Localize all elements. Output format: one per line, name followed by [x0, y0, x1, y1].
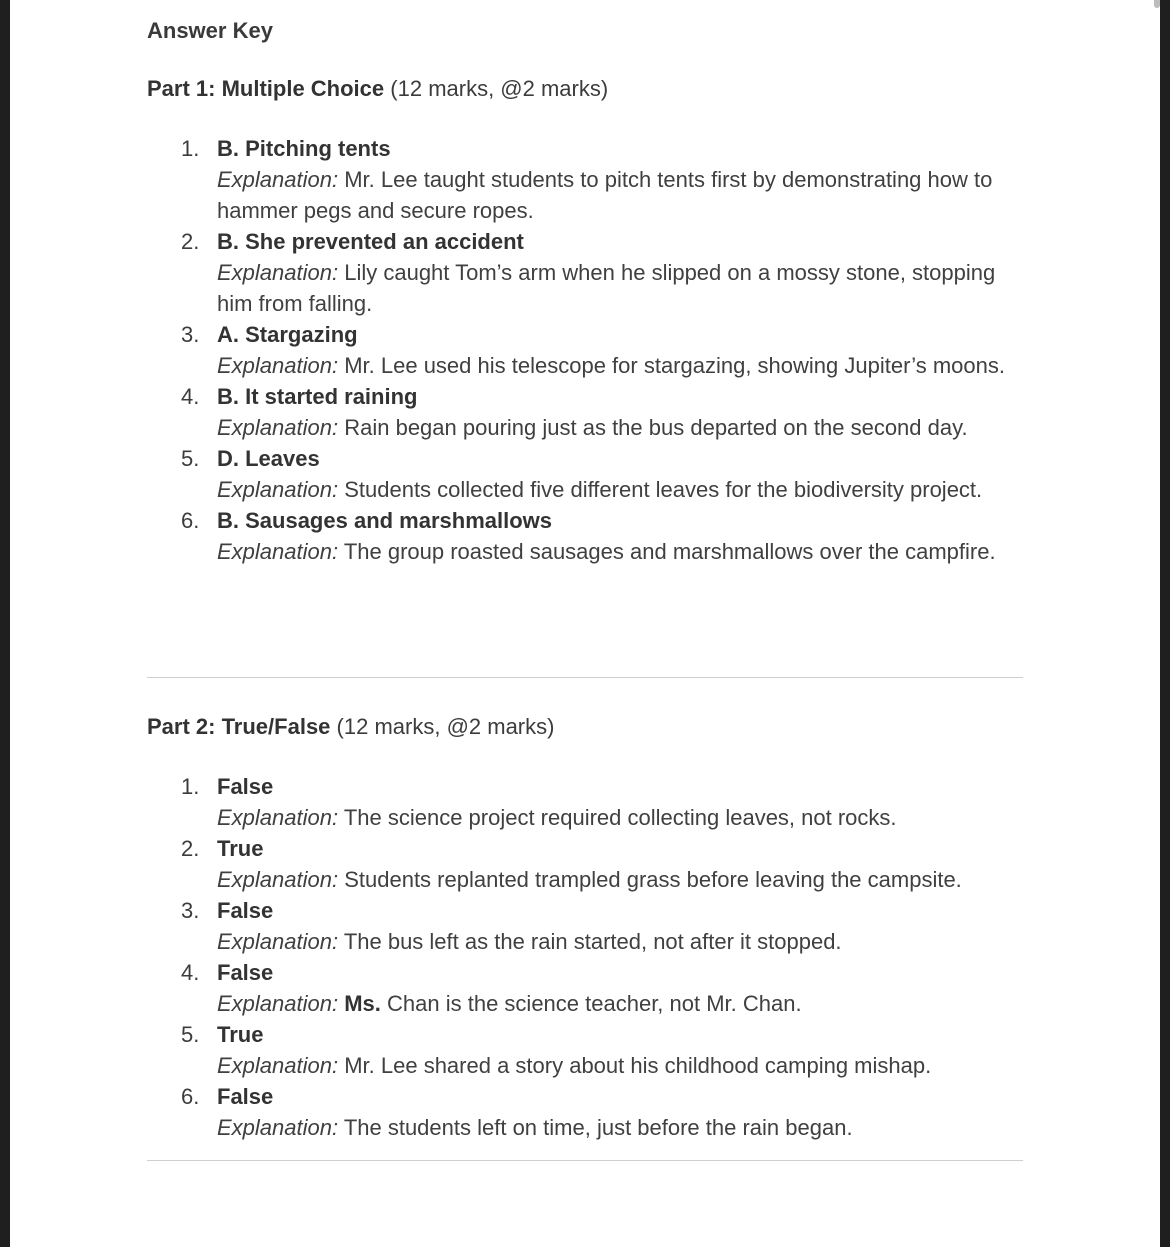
answer-text: True — [217, 1022, 264, 1047]
explanation-text: The science project required collecting leaves, not rocks. — [343, 805, 897, 830]
list-item — [147, 1019, 1023, 1081]
item-number: 5. — [181, 1022, 200, 1047]
explanation-text: The group roasted sausages and marshmallows over the campfire. — [343, 539, 996, 564]
item-number: 3. — [181, 322, 200, 347]
item-number: 6. — [181, 1084, 200, 1109]
explanation — [217, 802, 1023, 833]
explanation-label: Explanation: — [217, 867, 339, 892]
explanation-text: Lily caught Tom’s arm when he slipped on a mossy stone, stopping him from falling. — [217, 260, 996, 316]
item-number: 1. — [181, 136, 200, 161]
item-number: 5. — [181, 446, 200, 471]
answer-text: D. Leaves — [217, 446, 320, 471]
explanation — [217, 536, 1023, 567]
part2-heading — [147, 714, 554, 740]
explanation-label: Explanation: — [217, 167, 339, 192]
explanation-label: Explanation: — [217, 805, 339, 830]
explanation-bold-word: Ms. — [344, 991, 381, 1016]
document-page — [10, 0, 1160, 1247]
list-item — [147, 1081, 1023, 1143]
explanation — [217, 988, 1023, 1019]
part1-answer-list — [147, 133, 1023, 567]
explanation — [217, 864, 1023, 895]
part1-marks: (12 marks, @2 marks) — [390, 76, 609, 101]
section-divider — [147, 1160, 1023, 1161]
explanation — [217, 926, 1023, 957]
item-number: 1. — [181, 774, 200, 799]
list-item — [147, 957, 1023, 1019]
explanation-text: Chan is the science teacher, not Mr. Chan. — [387, 991, 802, 1016]
part2-label: Part 2: True/False — [147, 714, 331, 739]
answer-text: False — [217, 960, 274, 985]
answer-text: B. She prevented an accident — [217, 229, 524, 254]
explanation-label: Explanation: — [217, 1053, 339, 1078]
item-number: 4. — [181, 384, 200, 409]
answer-text: True — [217, 836, 264, 861]
explanation — [217, 164, 1023, 226]
answer-text: A. Stargazing — [217, 322, 358, 347]
explanation-text: The students left on time, just before the rain began. — [343, 1115, 853, 1140]
explanation-label: Explanation: — [217, 539, 339, 564]
explanation-text: Students collected five different leaves for the biodiversity project. — [344, 477, 983, 502]
list-item — [147, 505, 1023, 567]
item-number: 4. — [181, 960, 200, 985]
list-item — [147, 381, 1023, 443]
answer-text: False — [217, 1084, 274, 1109]
explanation-label: Explanation: — [217, 1115, 339, 1140]
answer-text: B. Sausages and marshmallows — [217, 508, 553, 533]
explanation-text: Mr. Lee taught students to pitch tents first by demonstrating how to hammer pegs and secure ropes. — [217, 167, 993, 223]
part1-heading — [147, 76, 608, 102]
part2-marks: (12 marks, @2 marks) — [336, 714, 555, 739]
item-number: 2. — [181, 836, 200, 861]
explanation-label: Explanation: — [217, 353, 339, 378]
item-number: 3. — [181, 898, 200, 923]
explanation — [217, 1050, 1023, 1081]
explanation-label: Explanation: — [217, 929, 339, 954]
page-title: Answer Key — [147, 18, 273, 43]
answer-text: False — [217, 774, 274, 799]
item-number: 2. — [181, 229, 200, 254]
list-item — [147, 771, 1023, 833]
list-item — [147, 833, 1023, 895]
part2-answer-list — [147, 771, 1023, 1143]
explanation-text: Mr. Lee used his telescope for stargazing, showing Jupiter’s moons. — [344, 353, 1005, 378]
explanation-label: Explanation: — [217, 260, 339, 285]
list-item — [147, 895, 1023, 957]
explanation-text: The bus left as the rain started, not after it stopped. — [343, 929, 842, 954]
explanation — [217, 1112, 1023, 1143]
explanation — [217, 412, 1023, 443]
explanation-label: Explanation: — [217, 991, 339, 1016]
answer-text: B. It started raining — [217, 384, 418, 409]
explanation-label: Explanation: — [217, 415, 339, 440]
list-item — [147, 319, 1023, 381]
answer-text: B. Pitching tents — [217, 136, 391, 161]
explanation-label: Explanation: — [217, 477, 339, 502]
list-item — [147, 443, 1023, 505]
explanation — [217, 350, 1023, 381]
explanation-text: Rain began pouring just as the bus departed on the second day. — [344, 415, 968, 440]
answer-text: False — [217, 898, 274, 923]
explanation-text: Mr. Lee shared a story about his childhood camping mishap. — [344, 1053, 932, 1078]
part1-label: Part 1: Multiple Choice — [147, 76, 385, 101]
explanation-text: Students replanted trampled grass before leaving the campsite. — [344, 867, 962, 892]
list-item — [147, 226, 1023, 319]
scrollbar-thumb[interactable] — [1154, 0, 1160, 8]
explanation — [217, 474, 1023, 505]
explanation — [217, 257, 1023, 319]
list-item — [147, 133, 1023, 226]
section-divider — [147, 677, 1023, 678]
item-number: 6. — [181, 508, 200, 533]
